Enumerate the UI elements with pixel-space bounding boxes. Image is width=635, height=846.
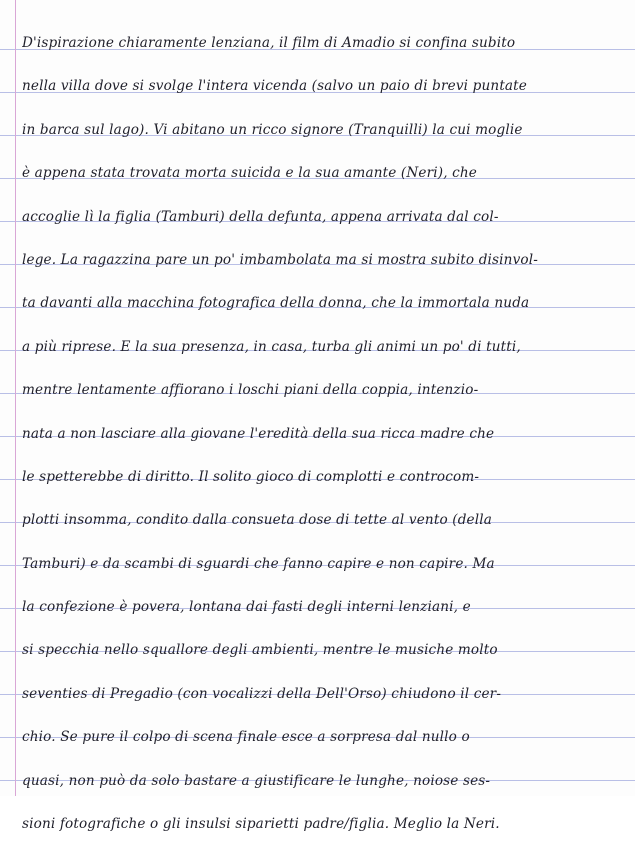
text-line: si specchia nello squallore degli ambienti, mentre le musiche molto (22, 642, 498, 659)
text-line: a più riprese. E la sua presenza, in casa, turba gli animi un po' di tutti, (22, 338, 521, 355)
text-line: quasi, non può da solo bastare a giustificare le lunghe, noiose ses- (22, 772, 491, 789)
text-line: chio. Se pure il colpo di scena finale esce a sorpresa dal nullo o (22, 729, 470, 746)
text-line: plotti insomma, condito dalla consueta dose di tette al vento (della (22, 512, 492, 529)
text-line: in barca sul lago). Vi abitano un ricco signore (Tranquilli) la cui moglie (22, 121, 523, 138)
margin-line (15, 0, 16, 796)
text-line: nella villa dove si svolge l'intera vicenda (salvo un paio di brevi puntate (22, 78, 527, 95)
text-line: sioni fotografiche o gli insulsi siparietti padre/figlia. Meglio la Neri. (22, 816, 500, 833)
text-line: le spetterebbe di diritto. Il solito gioco di complotti e controcom- (22, 468, 480, 485)
text-line: la confezione è povera, lontana dai fasti degli interni lenziani, e (22, 599, 471, 616)
handwritten-review-text (22, 22, 630, 846)
text-line: ta davanti alla macchina fotografica della donna, che la immortala nuda (22, 295, 530, 312)
text-line: nata a non lasciare alla giovane l'eredità della sua ricca madre che (22, 425, 495, 442)
text-line: è appena stata trovata morta suicida e la sua amante (Neri), che (22, 165, 478, 182)
text-line: mentre lentamente affiorano i loschi piani della coppia, intenzio- (22, 382, 479, 399)
text-line: accoglie lì la figlia (Tamburi) della defunta, appena arrivata dal col- (22, 208, 499, 225)
text-line: lege. La ragazzina pare un po' imbambolata ma si mostra subito disinvol- (22, 251, 538, 268)
text-line: Tamburi) e da scambi di sguardi che fanno capire e non capire. Ma (22, 555, 495, 572)
text-line: seventies di Pregadio (con vocalizzi della Dell'Orso) chiudono il cer- (22, 685, 502, 702)
text-line: D'ispirazione chiaramente lenziana, il film di Amadio si confina subito (22, 35, 516, 51)
